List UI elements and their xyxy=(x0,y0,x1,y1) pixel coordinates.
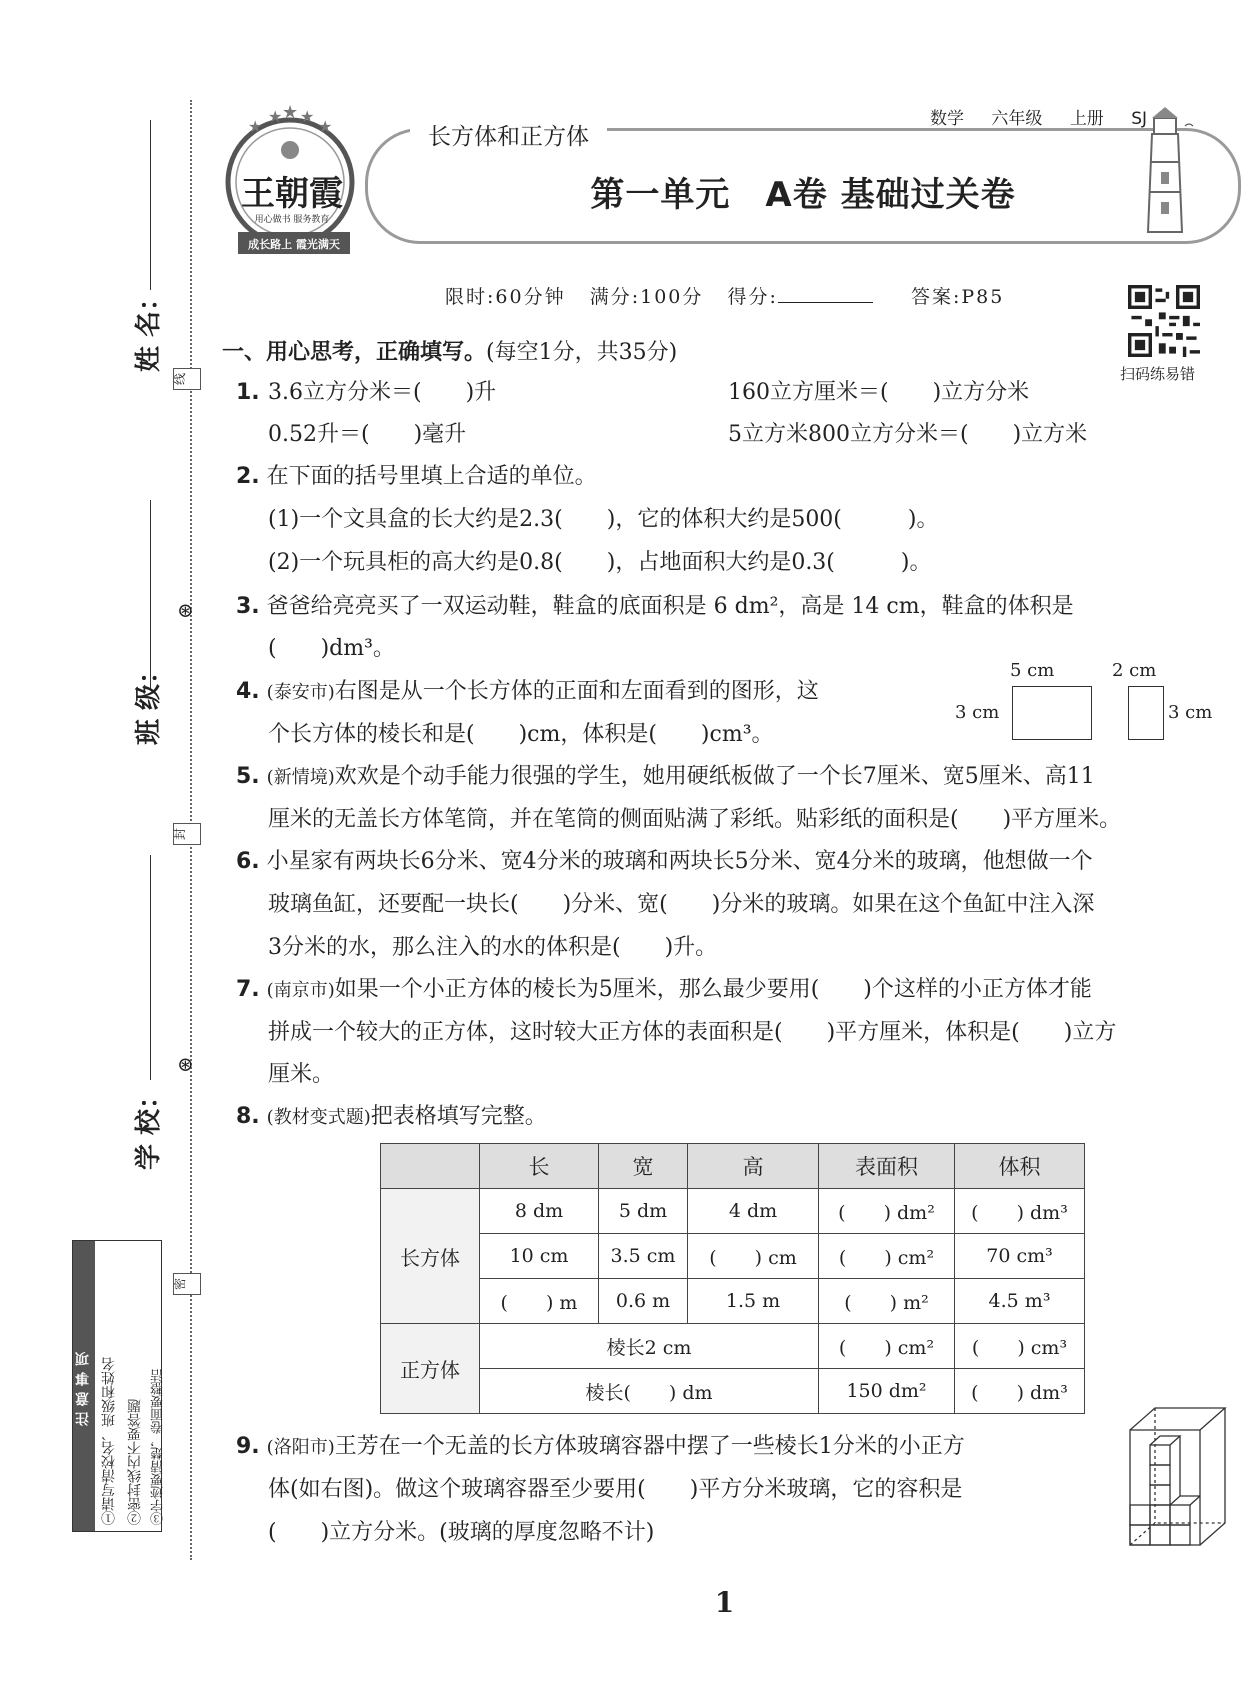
table-header-blank xyxy=(381,1144,480,1189)
q3-text: 爸爸给亮亮买了一双运动鞋，鞋盒的底面积是 6 dm²，高是 14 cm，鞋盒的体积是 xyxy=(266,594,1074,619)
fig-front-height: 3 cm xyxy=(955,702,1000,723)
q9-line1 xyxy=(236,1432,965,1463)
q2-num: 2. xyxy=(236,464,260,489)
table-header-width: 宽 xyxy=(599,1144,688,1189)
q1-num: 1. xyxy=(236,380,260,405)
table-cell-blank[interactable]: ( ) dm³ xyxy=(955,1369,1085,1414)
seal-mark-line: 线 xyxy=(173,368,201,390)
seal-mark-secret: 密 xyxy=(173,1273,201,1295)
lighthouse-icon xyxy=(1130,104,1200,239)
q2-stem xyxy=(236,462,597,492)
notice-item-2: ②密封线内不要答题 xyxy=(127,1399,143,1525)
page-number: 1 xyxy=(714,1586,735,1619)
exam-info xyxy=(445,282,1004,309)
table-cell-blank[interactable]: ( ) cm² xyxy=(819,1324,955,1369)
q8-text: 把表格填写完整。 xyxy=(370,1104,547,1129)
topic-label: 长方体和正方体 xyxy=(410,118,607,151)
fig-front-width: 5 cm xyxy=(1010,660,1055,681)
brand-slogan: 成长路上 霞光满天 xyxy=(248,238,340,251)
q1-a[interactable]: 3.6立方分米＝( )升 xyxy=(268,380,497,405)
q5-text: 欢欢是个动手能力很强的学生，她用硬纸板做了一个长7厘米、宽5厘米、高11 xyxy=(334,764,1095,789)
brand-motto: 用心做书 服务教育 xyxy=(254,215,330,225)
notice-item-3: ③字迹要清楚，卷面要整洁 xyxy=(151,1369,166,1525)
cube-label: 正方体 xyxy=(381,1324,480,1414)
q4-line2[interactable]: 个长方体的棱长和是( )cm，体积是( )cm³。 xyxy=(268,722,774,747)
table-cell-blank[interactable]: ( ) cm² xyxy=(819,1234,955,1279)
school-underline xyxy=(150,855,151,1080)
class-label: 班 级： xyxy=(134,657,164,745)
q7-source: (南京市) xyxy=(266,980,335,1001)
q3-line1 xyxy=(236,592,1074,622)
svg-text:★: ★ xyxy=(282,104,299,123)
q9-source: (洛阳市) xyxy=(266,1437,335,1458)
spiral-icon: ⊛ xyxy=(177,598,194,622)
table-header-height: 高 xyxy=(688,1144,819,1189)
q5-num: 5. xyxy=(236,764,260,789)
time-limit: 限时:60分钟 xyxy=(445,286,566,308)
volume-name: 上册 xyxy=(1069,109,1104,129)
q4-line1 xyxy=(236,677,819,708)
section-1-title xyxy=(222,335,677,366)
q1-number xyxy=(236,378,260,408)
spiral-icon-2: ⊛ xyxy=(177,1052,194,1076)
table-cell: 4.5 m³ xyxy=(955,1279,1085,1324)
brand-name: 王朝霞 xyxy=(241,174,343,214)
q8-stem xyxy=(236,1102,547,1133)
q6-line2[interactable]: 玻璃鱼缸，还要配一块长( )分米、宽( )分米的玻璃。如果在这个鱼缸中注入深 xyxy=(268,892,1095,917)
q9-text: 王芳在一个无盖的长方体玻璃容器中摆了一些棱长1分米的小正方 xyxy=(334,1434,965,1459)
glass-container-figure xyxy=(1125,1400,1230,1550)
name-label: 姓 名： xyxy=(134,284,164,372)
score-label: 得分: xyxy=(727,286,778,308)
q7-num: 7. xyxy=(236,977,260,1002)
subject-name: 数学 xyxy=(930,109,964,129)
seal-mark-seal: 封 xyxy=(173,823,201,845)
fig-side-view xyxy=(1128,686,1164,740)
table-cell: 4 dm xyxy=(688,1189,819,1234)
page-title: 第一单元 A卷 基础过关卷 xyxy=(590,175,1016,215)
q7-line1 xyxy=(236,975,1092,1006)
table-cell: 棱长2 cm xyxy=(480,1324,819,1369)
q5-line1 xyxy=(236,762,1095,793)
q4-num: 4. xyxy=(236,679,260,704)
q2-text: 在下面的括号里填上合适的单位。 xyxy=(266,464,597,489)
table-header-volume: 体积 xyxy=(955,1144,1085,1189)
table-cell-blank[interactable]: ( ) m² xyxy=(819,1279,955,1324)
q9-num: 9. xyxy=(236,1434,260,1459)
table-row xyxy=(381,1189,1085,1234)
fig-side-height: 3 cm xyxy=(1168,702,1213,723)
q5-source: (新情境) xyxy=(266,767,335,788)
fig-front-view xyxy=(1012,686,1092,740)
notice-box xyxy=(72,1240,166,1532)
edition-name: SJ xyxy=(1131,109,1148,129)
grade-name: 六年级 xyxy=(991,109,1043,129)
table-cell: 10 cm xyxy=(480,1234,599,1279)
q4-text: 右图是从一个长方体的正面和左面看到的图形，这 xyxy=(334,679,819,704)
table-cell: 0.6 m xyxy=(599,1279,688,1324)
q6-line3[interactable]: 3分米的水，那么注入的水的体积是( )升。 xyxy=(268,935,718,960)
table-cell: 1.5 m xyxy=(688,1279,819,1324)
q6-num: 6. xyxy=(236,849,260,874)
q5-line2[interactable]: 厘米的无盖长方体笔筒，并在笔筒的侧面贴满了彩纸。贴彩纸的面积是( )平方厘米。 xyxy=(268,807,1122,832)
table-cell-blank[interactable]: ( ) cm xyxy=(688,1234,819,1279)
table-cell-blank[interactable]: ( ) cm³ xyxy=(955,1324,1085,1369)
table-cell-blank[interactable]: ( ) m xyxy=(480,1279,599,1324)
svg-text:★: ★ xyxy=(318,117,333,136)
table-cell: 8 dm xyxy=(480,1189,599,1234)
table-cell: 150 dm² xyxy=(819,1369,955,1414)
fig-side-width: 2 cm xyxy=(1112,660,1157,681)
q2-b[interactable]: (2)一个玩具柜的高大约是0.8( )，占地面积大约是0.3( )。 xyxy=(268,550,932,575)
table-row xyxy=(381,1324,1085,1369)
table-header-surface: 表面积 xyxy=(819,1144,955,1189)
table-cell-blank[interactable]: 棱长( ) dm xyxy=(480,1369,819,1414)
q4-source: (泰安市) xyxy=(266,682,335,703)
table-header-length: 长 xyxy=(480,1144,599,1189)
svg-text:★: ★ xyxy=(248,117,263,136)
svg-text:★: ★ xyxy=(300,107,315,126)
q1-d[interactable]: 5立方米800立方分米＝( )立方米 xyxy=(728,422,1088,447)
section-1-note: (每空1分，共35分) xyxy=(486,340,678,365)
table-cell-blank[interactable]: ( ) dm² xyxy=(819,1189,955,1234)
table-cell: 5 dm xyxy=(599,1189,688,1234)
dimension-table xyxy=(380,1143,1085,1414)
answer-page: 答案:P85 xyxy=(910,286,1005,308)
table-row xyxy=(381,1279,1085,1324)
table-cell: 3.5 cm xyxy=(599,1234,688,1279)
score-blank[interactable] xyxy=(778,302,873,303)
q3-line2[interactable]: ( )dm³。 xyxy=(268,636,395,661)
table-row xyxy=(381,1369,1085,1414)
full-score: 满分:100分 xyxy=(589,286,704,308)
table-cell-blank[interactable]: ( ) dm³ xyxy=(955,1189,1085,1234)
q7-line2[interactable]: 拼成一个较大的正方体，这时较大正方体的表面积是( )平方厘米，体积是( )立方 xyxy=(268,1020,1117,1045)
q2-a[interactable]: (1)一个文具盒的长大约是2.3( )，它的体积大约是500( )。 xyxy=(268,507,939,532)
name-underline xyxy=(150,120,151,290)
q7-line3: 厘米。 xyxy=(268,1062,335,1087)
table-cell: 70 cm³ xyxy=(955,1234,1085,1279)
notice-title: 注意事项 xyxy=(73,1241,95,1531)
svg-text:★: ★ xyxy=(268,107,283,126)
q3-num: 3. xyxy=(236,594,260,619)
section-1-heading: 一、用心思考，正确填写。 xyxy=(222,340,487,365)
table-row xyxy=(381,1234,1085,1279)
q1-b[interactable]: 160立方厘米＝( )立方分米 xyxy=(728,380,1030,405)
q6-line1 xyxy=(236,847,1093,877)
q9-line3[interactable]: ( )立方分米。(玻璃的厚度忽略不计) xyxy=(268,1520,655,1545)
table-header-row xyxy=(381,1144,1085,1189)
brand-logo xyxy=(218,104,368,262)
q9-line2[interactable]: 体(如右图)。做这个玻璃容器至少要用( )平方分米玻璃，它的容积是 xyxy=(268,1477,963,1502)
cuboid-label: 长方体 xyxy=(381,1189,480,1324)
notice-item-1: ①请写清校名、班级和姓名 xyxy=(101,1357,117,1525)
qr-code-icon[interactable] xyxy=(1128,285,1200,357)
q6-text: 小星家有两块长6分米、宽4分米的玻璃和两块长5分米、宽4分米的玻璃，他想做一个 xyxy=(266,849,1093,874)
q8-num: 8. xyxy=(236,1104,260,1129)
q7-text: 如果一个小正方体的棱长为5厘米，那么最少要用( )个这样的小正方体才能 xyxy=(334,977,1092,1002)
school-label: 学 校： xyxy=(134,1082,164,1170)
qr-caption: 扫码练易错 xyxy=(1120,365,1196,383)
q8-source: (教材变式题) xyxy=(266,1107,371,1128)
q1-c[interactable]: 0.52升＝( )毫升 xyxy=(268,422,467,447)
